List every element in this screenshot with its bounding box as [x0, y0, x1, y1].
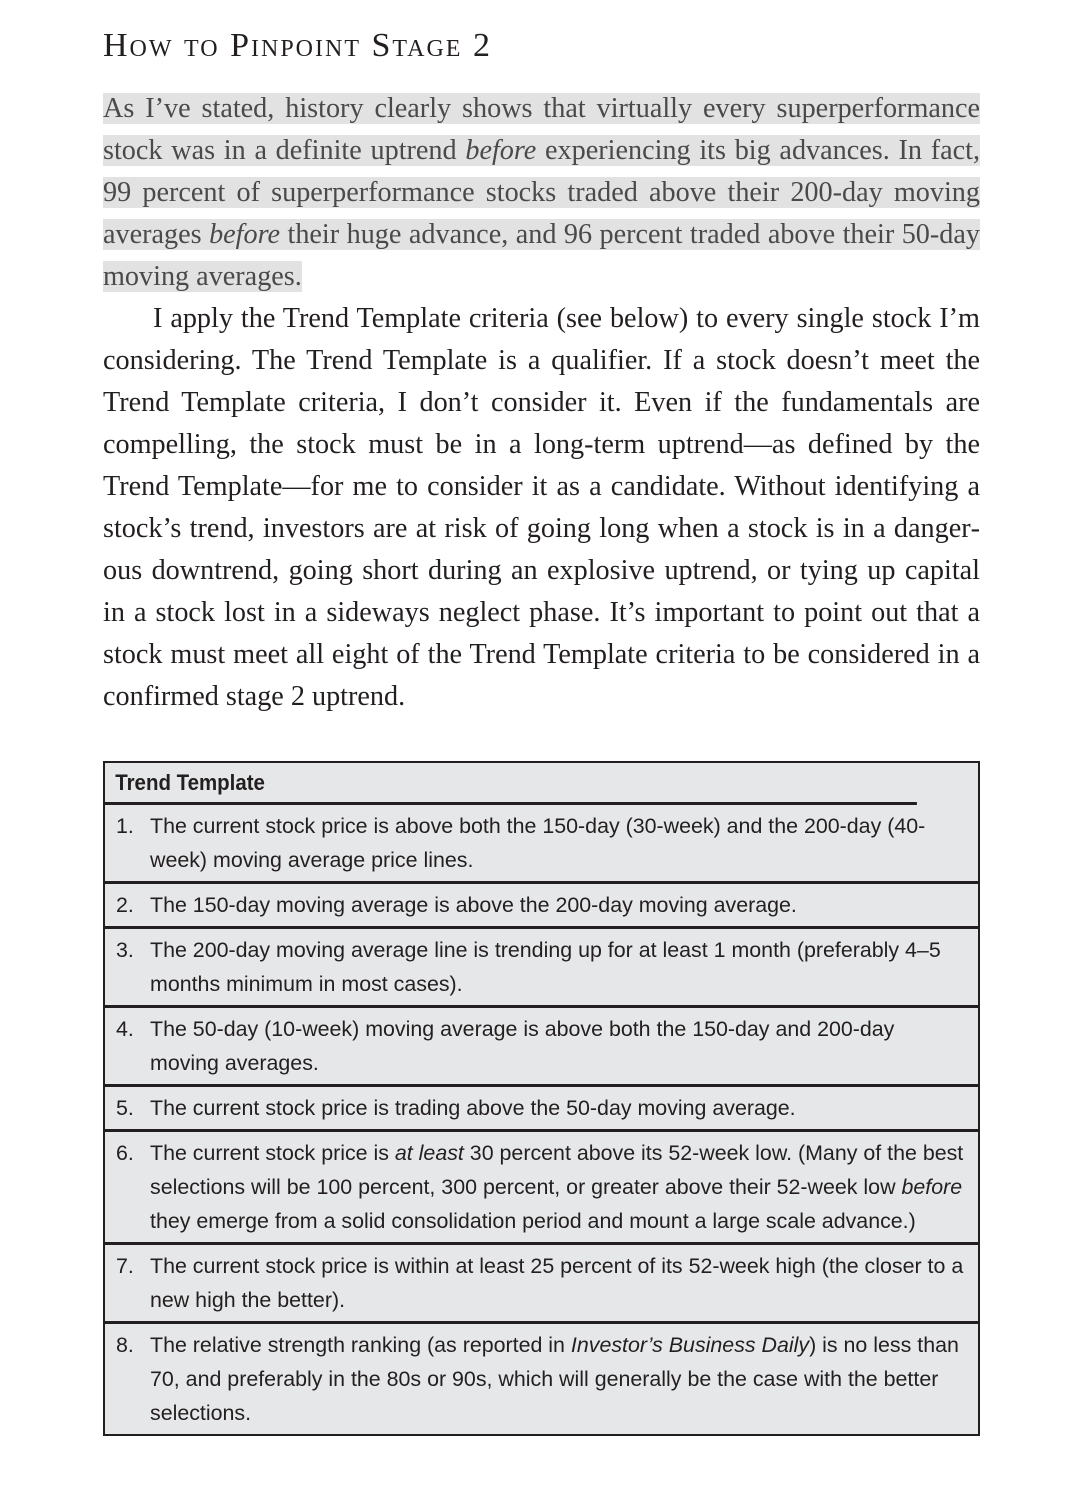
- page-heading: How to Pinpoint Stage 2: [103, 27, 492, 64]
- criterion-number: 5.: [116, 1096, 134, 1120]
- criterion-number: 2.: [116, 893, 134, 917]
- criterion-text: The current stock price is at least 30 percent above its 52-week low. (Many of the best selections will be 100 percent, 300 percent, or greater above their 52-week low before they emerge from a solid consolidation period and mount a large scale advance.): [150, 1141, 964, 1233]
- trend-template-title: Trend Template: [105, 763, 917, 805]
- criterion-number: 8.: [116, 1333, 134, 1357]
- criterion-number: 7.: [116, 1254, 134, 1278]
- trend-criterion-5: [105, 1087, 978, 1132]
- criterion-number: 3.: [116, 938, 134, 962]
- criterion-text: The current stock price is above both the 150-day (30-week) and the 200-day (40-week) moving average price lines.: [150, 814, 926, 872]
- criterion-number: 4.: [116, 1017, 134, 1041]
- highlighted-paragraph: [103, 88, 980, 298]
- criterion-text: The 200-day moving average line is trending up for at least 1 month (preferably 4–5 months minimum in most cases).: [150, 938, 941, 996]
- body-text: [103, 88, 980, 718]
- trend-criterion-8: [105, 1324, 978, 1434]
- trend-criterion-2: [105, 884, 978, 929]
- trend-template-box: [103, 761, 980, 1436]
- body-paragraph: I apply the Trend Template criteria (see below) to every single stock I’m considering. The Trend Template is a qualifier. If a stock doesn’t meet the Trend Template criteria, I don’t consider it. Even if the fundamentals are compelling, the stock must be in a long-term uptrend—as defined by the Trend Template—for me to consider it as a candidate. Without identifying a stock’s trend, investors are at risk of going long when a stock is in a dangerous downtrend, going short during an explosive uptrend, or tying up capital in a stock lost in a sideways neglect phase. It’s important to point out that a stock must meet all eight of the Trend Template criteria to be considered in a confirmed stage 2 uptrend.: [103, 303, 980, 712]
- criterion-text: The 50-day (10-week) moving average is above both the 150-day and 200-day moving averages.: [150, 1017, 895, 1075]
- criterion-number: 6.: [116, 1141, 134, 1165]
- criterion-text: The current stock price is trading above the 50-day moving average.: [150, 1096, 796, 1120]
- trend-criterion-1: [105, 805, 978, 884]
- trend-criterion-6: [105, 1132, 978, 1245]
- criterion-number: 1.: [116, 814, 134, 838]
- trend-criterion-7: [105, 1245, 978, 1324]
- trend-criterion-3: [105, 929, 978, 1008]
- criterion-text: The relative strength ranking (as reported in Investor’s Business Daily) is no less than 70, and preferably in the 80s or 90s, which will generally be the case with the better selections.: [150, 1333, 959, 1425]
- criterion-text: The 150-day moving average is above the 200-day moving average.: [150, 893, 797, 917]
- text-highlight: As I’ve stated, history clearly shows that virtually every superperformance stock was in a definite uptrend before experiencing its big advances. In fact, 99 percent of superperformance stocks traded above their 200-day moving averages before their huge advance, and 96 percent traded above their 50-day moving averages.: [103, 93, 981, 292]
- criterion-text: The current stock price is within at least 25 percent of its 52-week high (the closer to a new high the better).: [150, 1254, 964, 1312]
- trend-criterion-4: [105, 1008, 978, 1087]
